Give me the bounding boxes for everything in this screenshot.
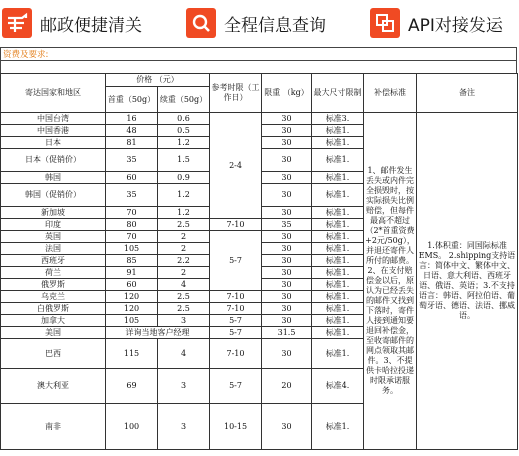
cell-price-consult: 详询当地客户经理: [106, 327, 210, 339]
cell-extra-weight: 1.2: [158, 137, 210, 149]
cell-country: 日本: [1, 137, 106, 149]
cell-max-size: 标准1.: [312, 291, 364, 303]
cell-max-size: 标准1.: [312, 315, 364, 327]
cell-first-weight: 105: [106, 315, 158, 327]
cell-country: 中国香港: [1, 125, 106, 137]
search-icon: [186, 8, 216, 38]
cell-extra-weight: 2.5: [158, 303, 210, 315]
cell-weight-limit: 30: [262, 243, 312, 255]
cell-remarks: 1.体积重：同国际标准EMS。 2.shipping支持语言：简体中文、繁体中文、日语、意大利语、西班牙语、俄语、英语；3.不支持语言：韩语、阿拉伯语、葡萄牙语、德语、法语、挪威语。: [417, 113, 518, 450]
cell-extra-weight: 1.2: [158, 207, 210, 219]
cell-time-group-europe: 5-7: [210, 231, 262, 291]
cell-first-weight: 35: [106, 184, 158, 207]
cell-extra-weight: 4: [158, 279, 210, 291]
cell-country: 南非: [1, 404, 106, 450]
feature-tracking-label: 全程信息查询: [224, 15, 326, 36]
section-title: 资费及要求:: [0, 47, 517, 61]
cell-time-limit: 7-10: [210, 219, 262, 231]
cell-extra-weight: 1.5: [158, 149, 210, 172]
cell-weight-limit: 30: [262, 255, 312, 267]
cell-first-weight: 70: [106, 207, 158, 219]
header-remarks: 备注: [417, 74, 518, 113]
cell-country: 日本（促销价）: [1, 149, 106, 172]
header-max-size: 最大尺寸限制: [312, 74, 364, 113]
cell-max-size: 标准1.: [312, 303, 364, 315]
cell-country: 白俄罗斯: [1, 303, 106, 315]
cell-country: 荷兰: [1, 267, 106, 279]
cell-max-size: 标准1.: [312, 184, 364, 207]
cell-weight-limit: 35: [262, 219, 312, 231]
cell-extra-weight: 3: [158, 315, 210, 327]
cell-max-size: 标准1.: [312, 404, 364, 450]
cell-country: 美国: [1, 327, 106, 339]
cell-time-limit: 7-10: [210, 291, 262, 303]
cell-max-size: 标准1.: [312, 219, 364, 231]
cell-weight-limit: 30: [262, 231, 312, 243]
feature-tracking: [186, 7, 326, 39]
cell-time-limit: 5-7: [210, 327, 262, 339]
cell-country: 英国: [1, 231, 106, 243]
cell-max-size: 标准1.: [312, 255, 364, 267]
cell-weight-limit: 30: [262, 184, 312, 207]
header-extra-weight: 续重（50g）: [158, 87, 210, 113]
cell-max-size: 标准1.: [312, 267, 364, 279]
cell-first-weight: 91: [106, 267, 158, 279]
cell-first-weight: 100: [106, 404, 158, 450]
cell-first-weight: 69: [106, 369, 158, 404]
header-country: 寄达国家和地区: [1, 74, 106, 113]
cell-max-size: 标准1.: [312, 339, 364, 369]
cell-first-weight: 85: [106, 255, 158, 267]
cell-weight-limit: 30: [262, 291, 312, 303]
cell-first-weight: 115: [106, 339, 158, 369]
header-time-limit: 参考时限（工作日）: [210, 74, 262, 113]
rate-table: [0, 73, 518, 450]
cell-weight-limit: 30: [262, 267, 312, 279]
cell-country: 新加坡: [1, 207, 106, 219]
cell-weight-limit: 30: [262, 113, 312, 125]
cell-time-limit: 10-15: [210, 404, 262, 450]
cell-max-size: 标准1.: [312, 231, 364, 243]
cell-max-size: 标准1.: [312, 243, 364, 255]
feature-api-label: API对接发运: [408, 15, 503, 36]
header-compensation: 补偿标准: [364, 74, 417, 113]
cell-max-size: 标准1.: [312, 172, 364, 184]
cell-country: 西班牙: [1, 255, 106, 267]
cell-first-weight: 81: [106, 137, 158, 149]
cell-extra-weight: 2.5: [158, 291, 210, 303]
cell-max-size: 标准1.: [312, 279, 364, 291]
cell-extra-weight: 2.5: [158, 219, 210, 231]
cell-country: 巴西: [1, 339, 106, 369]
cell-extra-weight: 2: [158, 267, 210, 279]
cell-country: 加拿大: [1, 315, 106, 327]
postal-logo-icon: [2, 8, 32, 38]
cell-country: 印度: [1, 219, 106, 231]
cell-weight-limit: 30: [262, 279, 312, 291]
header-price: 价格 （元）: [106, 74, 210, 87]
cell-extra-weight: 1.2: [158, 184, 210, 207]
cell-country: 韩国（促销价）: [1, 184, 106, 207]
cell-first-weight: 80: [106, 219, 158, 231]
cell-first-weight: 120: [106, 291, 158, 303]
cell-country: 乌克兰: [1, 291, 106, 303]
cell-max-size: 标准1.: [312, 207, 364, 219]
cell-country: 中国台湾: [1, 113, 106, 125]
cell-first-weight: 60: [106, 279, 158, 291]
cell-time-limit: 7-10: [210, 339, 262, 369]
cell-extra-weight: 0.9: [158, 172, 210, 184]
cell-country: 俄罗斯: [1, 279, 106, 291]
cell-time-limit: 5-7: [210, 315, 262, 327]
cell-extra-weight: 3: [158, 369, 210, 404]
cell-first-weight: 48: [106, 125, 158, 137]
cell-first-weight: 105: [106, 243, 158, 255]
header-first-weight: 首重（50g）: [106, 87, 158, 113]
cell-country: 法国: [1, 243, 106, 255]
cell-weight-limit: 30: [262, 149, 312, 172]
cell-weight-limit: 20: [262, 369, 312, 404]
cell-max-size: 标准1.: [312, 125, 364, 137]
cell-extra-weight: 2: [158, 243, 210, 255]
api-link-icon: [370, 8, 400, 38]
spacer-row: [0, 61, 517, 73]
cell-weight-limit: 30: [262, 207, 312, 219]
cell-weight-limit: 30: [262, 137, 312, 149]
cell-extra-weight: 0.5: [158, 125, 210, 137]
cell-weight-limit: 30: [262, 315, 312, 327]
cell-extra-weight: 0.6: [158, 113, 210, 125]
cell-extra-weight: 4: [158, 339, 210, 369]
feature-api: [370, 7, 503, 39]
cell-time-limit: 5-7: [210, 369, 262, 404]
cell-extra-weight: 2.2: [158, 255, 210, 267]
cell-first-weight: 16: [106, 113, 158, 125]
feature-customs-label: 邮政便捷清关: [40, 15, 142, 36]
feature-customs: [2, 7, 142, 39]
cell-time-limit: 7-10: [210, 303, 262, 315]
cell-first-weight: 120: [106, 303, 158, 315]
cell-time-group-asia: 2-4: [210, 113, 262, 219]
cell-max-size: 标准1.: [312, 137, 364, 149]
cell-weight-limit: 30: [262, 339, 312, 369]
cell-max-size: 标准4.: [312, 369, 364, 404]
cell-weight-limit: 30: [262, 125, 312, 137]
cell-first-weight: 60: [106, 172, 158, 184]
cell-weight-limit: 30: [262, 404, 312, 450]
cell-extra-weight: 3: [158, 404, 210, 450]
cell-weight-limit: 30: [262, 303, 312, 315]
cell-first-weight: 70: [106, 231, 158, 243]
cell-max-size: 标准1.: [312, 149, 364, 172]
cell-country: 澳大利亚: [1, 369, 106, 404]
cell-weight-limit: 30: [262, 172, 312, 184]
cell-max-size: 标准3.: [312, 113, 364, 125]
cell-max-size: 标准1.: [312, 327, 364, 339]
feature-bar: [0, 0, 519, 46]
cell-compensation-standard: 1、邮件发生丢失或内件完全损毁时，按实际损失比例赔偿，但每件最高不超过（2*首重资费+2元/50g），并退还寄件人所付的邮费。2、在支付赔偿金以后，原认为已经丢失的邮件又找到下落时，寄件人接到通知要退回补偿金，至收寄邮件的网点领取其邮件。3、不提供卡哈拉投递时限承诺服务。: [364, 113, 417, 450]
cell-extra-weight: 2: [158, 231, 210, 243]
cell-first-weight: 35: [106, 149, 158, 172]
header-weight-limit: 限重 （kg）: [262, 74, 312, 113]
cell-weight-limit: 31.5: [262, 327, 312, 339]
cell-country: 韩国: [1, 172, 106, 184]
